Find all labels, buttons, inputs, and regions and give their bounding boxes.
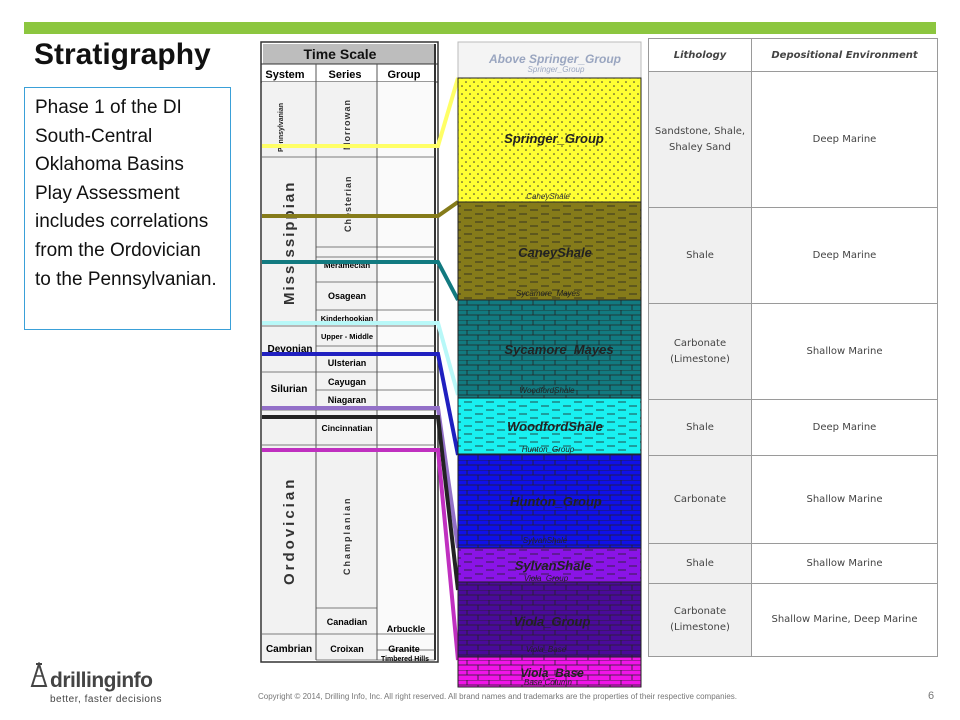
lithology-cell: Shale <box>649 400 752 456</box>
series-chesterian: Chesterian <box>343 175 353 232</box>
environment-cell: Shallow Marine <box>752 544 938 584</box>
intro-text-box: Phase 1 of the DI South-Central Oklahoma Basins Play Assessment includes correlations from the Ordovician to the Pennsylvanian. <box>24 87 231 330</box>
environment-cell: Shallow Marine <box>752 304 938 400</box>
unit-label-woodfordshale: WoodfordShale <box>507 419 603 434</box>
lithology-table <box>648 38 938 657</box>
system-ordovician: Ordovician <box>281 476 298 585</box>
environment-cell: Shallow Marine, Deep Marine <box>752 584 938 657</box>
unit-label-base-column: Base Column <box>523 678 573 687</box>
group-timbered-hills: Timbered Hills <box>380 656 430 663</box>
group-arbuckle: Arbuckle <box>386 624 426 634</box>
series-cayugan: Cayugan <box>327 377 367 387</box>
strat-column <box>458 42 641 687</box>
table-row <box>649 544 938 584</box>
diagram-mark <box>32 664 46 686</box>
table-row <box>649 208 938 304</box>
system-cambrian: Cambrian <box>265 644 313 655</box>
series-morrowan: Morrowan <box>342 98 352 150</box>
unit-top-label-sylvan: SylvanShale <box>522 536 568 545</box>
series-croixan: Croixan <box>330 644 364 654</box>
header-system: System <box>265 69 305 81</box>
series-osagean: Osagean <box>327 291 367 301</box>
page-number: 6 <box>928 690 935 702</box>
copyright-text: Copyright © 2014, Drilling Info, Inc. All right reserved. All brand names and trademarks are the properties of their respective companies. <box>258 692 738 701</box>
series-cincinnatian: Cincinnatian <box>321 423 373 433</box>
unit-top-label-viola: Viola_Group <box>523 574 569 583</box>
lithology-cell: Carbonate <box>649 456 752 544</box>
table-row <box>649 72 938 208</box>
environment-header: Depositional Environment <box>752 39 938 72</box>
unit-label-sylvanshale: SylvanShale <box>514 558 592 573</box>
series-canadian: Canadian <box>326 617 368 627</box>
unit-top-label-hunton: Hunton_Group <box>521 445 575 454</box>
header-series: Series <box>328 69 362 81</box>
unit-top-label-viola-base: Viola_Base <box>525 645 567 654</box>
unit-label-springer-group: Springer_Group <box>504 131 604 146</box>
table-row <box>649 304 938 400</box>
series-champlanian: Champlanian <box>342 496 352 575</box>
unit-label-sycamore-mayes: Sycamore_Mayes <box>504 342 614 357</box>
environment-cell: Deep Marine <box>752 72 938 208</box>
system-pennsylvanian: Pennsylvanian <box>278 102 285 152</box>
derrick-icon <box>30 662 48 688</box>
lithology-header: Lithology <box>649 39 752 72</box>
series-upper-middle: Upper - Middle <box>320 332 374 341</box>
series-niagaran: Niagaran <box>327 395 367 405</box>
unit-label-hunton-group: Hunton_Group <box>510 494 602 509</box>
series-kinderhookian: Kinderhookian <box>320 314 374 323</box>
environment-cell: Deep Marine <box>752 400 938 456</box>
lithology-cell: Shale <box>649 208 752 304</box>
system-devonian: Devonian <box>267 344 313 355</box>
environment-cell: Shallow Marine <box>752 456 938 544</box>
series-granite: Granite <box>388 644 420 654</box>
table-row <box>649 456 938 544</box>
unit-top-label-sycamore: Sycamore_Mayes <box>515 289 581 298</box>
system-mississippian: Mississippian <box>281 180 298 305</box>
unit-top-label-woodford: WoodfordShale <box>519 386 575 395</box>
environment-cell: Deep Marine <box>752 208 938 304</box>
series-ulsterian: Ulsterian <box>327 358 367 368</box>
unit-label-viola-base: Viola_Base <box>520 666 584 680</box>
series-meramecian: Meramecian <box>323 261 371 270</box>
drillinginfo-logo: drillinginfo <box>50 669 153 692</box>
unit-top-label-springer: Springer_Group <box>527 65 585 74</box>
lithology-cell: Shale <box>649 544 752 584</box>
slide-title: Stratigraphy <box>34 38 211 71</box>
unit-label-viola-group: Viola_Group <box>513 614 591 629</box>
header-group: Group <box>387 69 421 81</box>
lithology-cell: Carbonate (Limestone) <box>649 304 752 400</box>
table-row <box>649 400 938 456</box>
logo-tagline: better, faster decisions <box>50 694 163 705</box>
lithology-cell: Carbonate (Limestone) <box>649 584 752 657</box>
system-silurian: Silurian <box>270 384 308 395</box>
unit-label-caneyshale: CaneyShale <box>518 245 592 260</box>
time-scale-title: Time Scale <box>303 46 377 62</box>
unit-top-label-caneyshale: CaneyShale <box>526 192 570 201</box>
unit-label-above-springer: Above Springer_Group <box>488 52 622 66</box>
lithology-cell: Sandstone, Shale, Shaley Sand <box>649 72 752 208</box>
diagram-mark <box>377 82 435 660</box>
table-row <box>649 584 938 657</box>
